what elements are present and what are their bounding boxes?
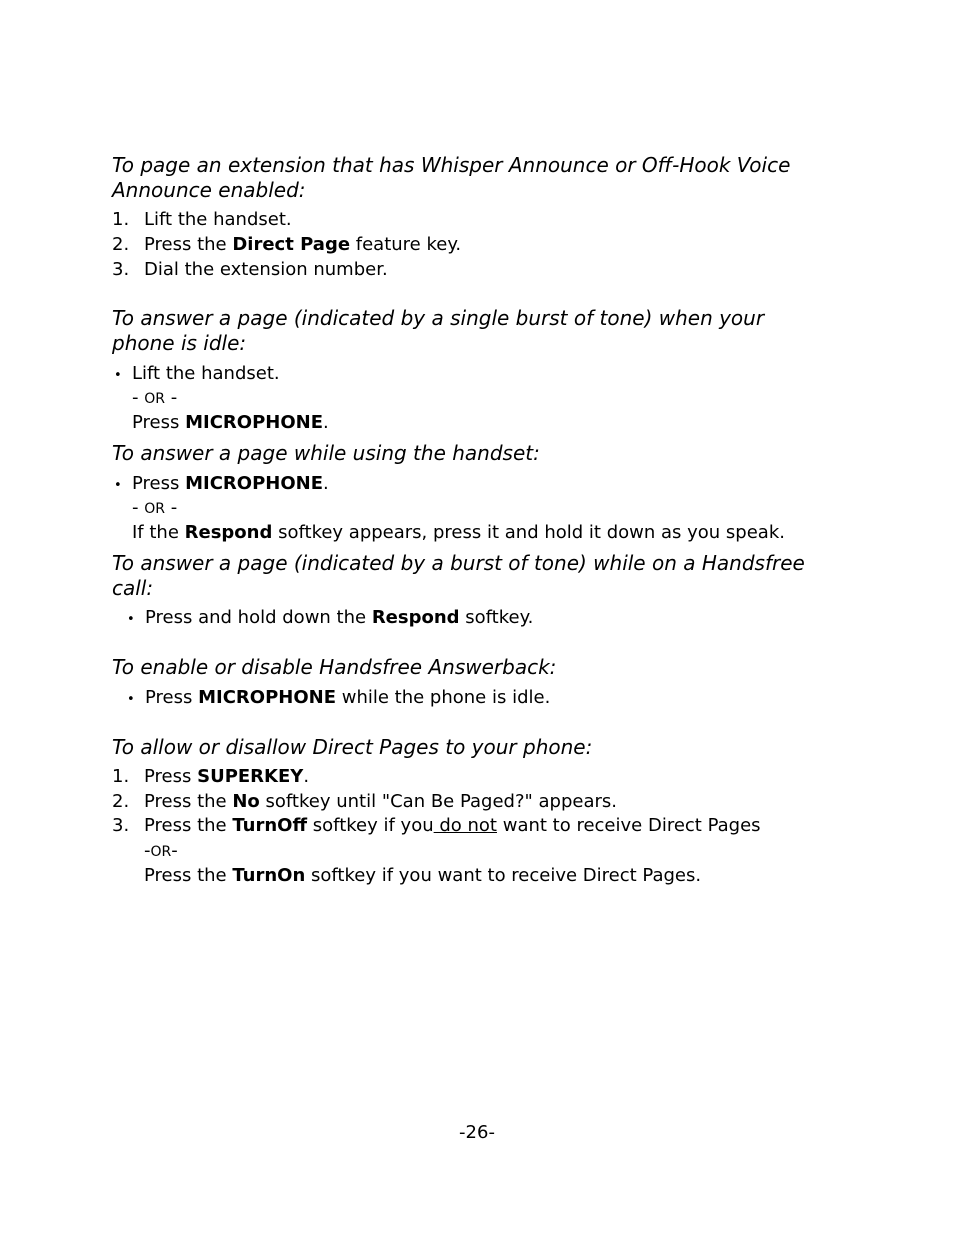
step-text: Press the Direct Page feature key. [144, 234, 462, 255]
step-text: Dial the extension number. [144, 259, 388, 280]
bullet-icon: • [114, 478, 122, 493]
section-heading-page-extension [112, 153, 790, 203]
heading-line: To answer a page (indicated by a burst of tone) while on a Handsfree [112, 551, 805, 575]
bullet-icon: • [127, 692, 135, 707]
bullet-text: Press and hold down the Respond softkey. [145, 607, 534, 628]
or-separator: -OR- [144, 840, 178, 861]
step-number: 2. [112, 234, 130, 255]
step-text: Press the No softkey until "Can Be Paged?" appears. [144, 791, 618, 812]
bullet-text: Press MICROPHONE while the phone is idle. [145, 687, 551, 708]
bullet-text: Press MICROPHONE. [132, 473, 329, 494]
section-heading-answer-handsfree [112, 551, 805, 601]
step-number: 1. [112, 209, 130, 230]
step-text: Press the TurnOn softkey if you want to receive Direct Pages. [144, 865, 702, 886]
heading-line: call: [112, 576, 154, 600]
step-number: 3. [112, 259, 130, 280]
bullet-icon: • [127, 612, 135, 627]
section-heading-answer-handset: To answer a page while using the handset: [112, 441, 540, 465]
heading-line: Announce enabled: [112, 178, 306, 202]
heading-line: phone is idle: [112, 331, 247, 355]
section-heading-answer-idle [112, 306, 764, 356]
bullet-icon: • [114, 368, 122, 383]
section-heading-direct-pages: To allow or disallow Direct Pages to your phone: [112, 735, 593, 759]
or-separator: - OR - [132, 497, 178, 518]
step-text: Press SUPERKEY. [144, 766, 310, 787]
page-number: -26- [459, 1122, 495, 1143]
bullet-text: Press MICROPHONE. [132, 412, 329, 433]
heading-line: To answer a page (indicated by a single burst of tone) when your [112, 306, 765, 330]
bullet-text: Lift the handset. [132, 363, 280, 384]
bullet-text: If the Respond softkey appears, press it and hold it down as you speak. [132, 522, 785, 543]
step-text: Press the TurnOff softkey if you do not want to receive Direct Pages [144, 815, 761, 836]
step-text: Lift the handset. [144, 209, 292, 230]
section-heading-answerback: To enable or disable Handsfree Answerback: [112, 655, 557, 679]
heading-line: To page an extension that has Whisper Announce or Off-Hook Voice [112, 153, 791, 177]
step-number: 2. [112, 791, 130, 812]
step-number: 3. [112, 815, 130, 836]
step-number: 1. [112, 766, 130, 787]
or-separator: - OR - [132, 387, 178, 408]
